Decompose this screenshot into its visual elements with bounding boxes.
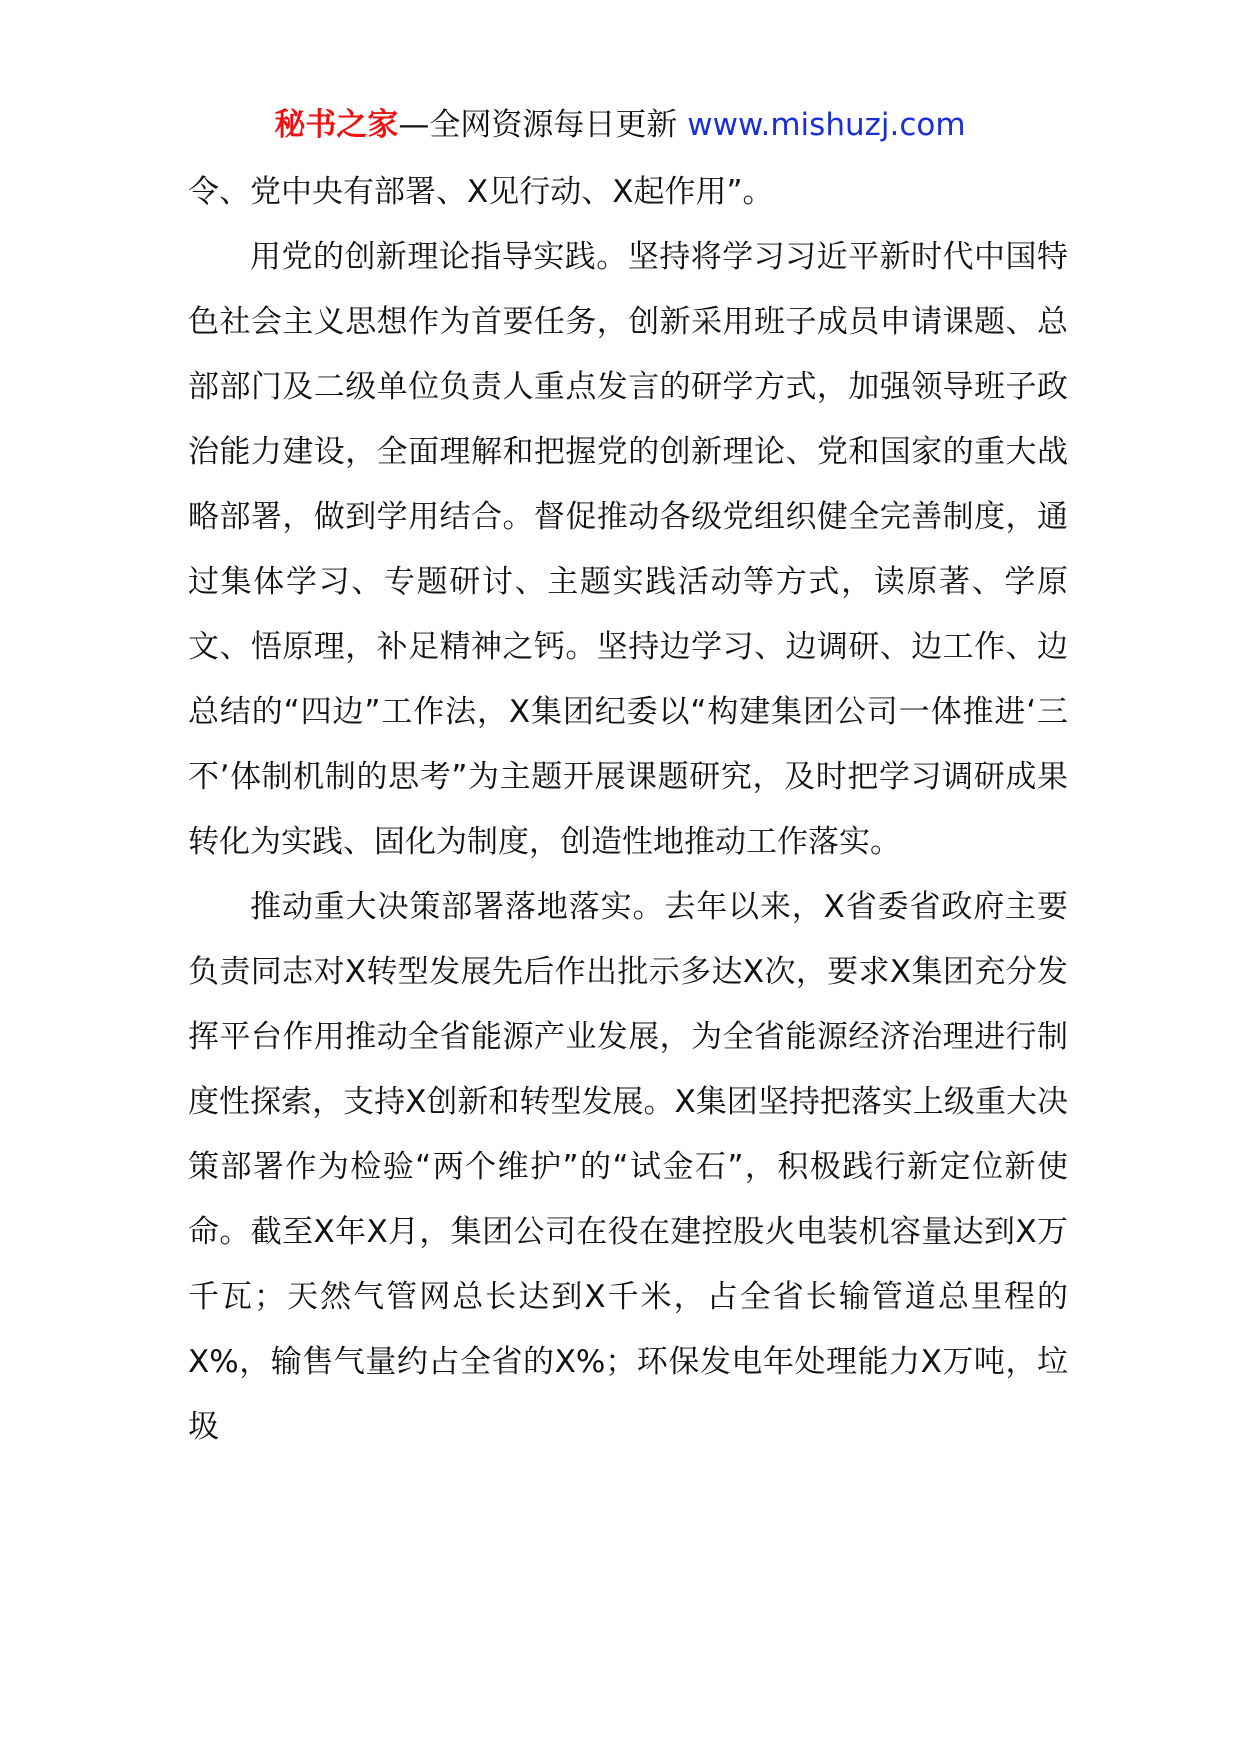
brand-name: 秘书之家 [274, 107, 399, 143]
site-header [0, 100, 1240, 150]
document-body [188, 160, 1068, 1460]
paragraph-major-decisions: 推动重大决策部署落地落实。去年以来，X省委省政府主要负责同志对X转型发展先后作出批示多达X次，要求X集团充分发挥平台作用推动全省能源产业发展，为全省能源经济治理进行制度性探索，支持X创新和转型发展。X集团坚持把落实上级重大决策部署作为检验“两个维护”的“试金石”，积极践行新定位新使命。截至X年X月，集团公司在役在建控股火电装机容量达到X万千瓦；天然气管网总长达到X千米，占全省长输管道总里程的X%，输售气量约占全省的X%；环保发电年处理能力X万吨，垃圾 [188, 889, 1068, 1445]
paragraph-continuation: 令、党中央有部署、X见行动、X起作用”。 [188, 174, 774, 210]
paragraph-innovation-theory: 用党的创新理论指导实践。坚持将学习习近平新时代中国特色社会主义思想作为首要任务，创新采用班子成员申请课题、总部部门及二级单位负责人重点发言的研学方式，加强领导班子政治能力建设，全面理解和把握党的创新理论、党和国家的重大战略部署，做到学用结合。督促推动各级党组织健全完善制度，通过集体学习、专题研讨、主题实践活动等方式，读原著、学原文、悟原理，补足精神之钙。坚持边学习、边调研、边工作、边总结的“四边”工作法，X集团纪委以“构建集团公司一体推进‘三不’体制机制的思考”为主题开展课题研究，及时把学习调研成果转化为实践、固化为制度，创造性地推动工作落实。 [188, 239, 1068, 860]
header-tagline: —全网资源每日更新 [398, 107, 688, 143]
site-url-link[interactable]: www.mishuzj.com [687, 107, 966, 143]
